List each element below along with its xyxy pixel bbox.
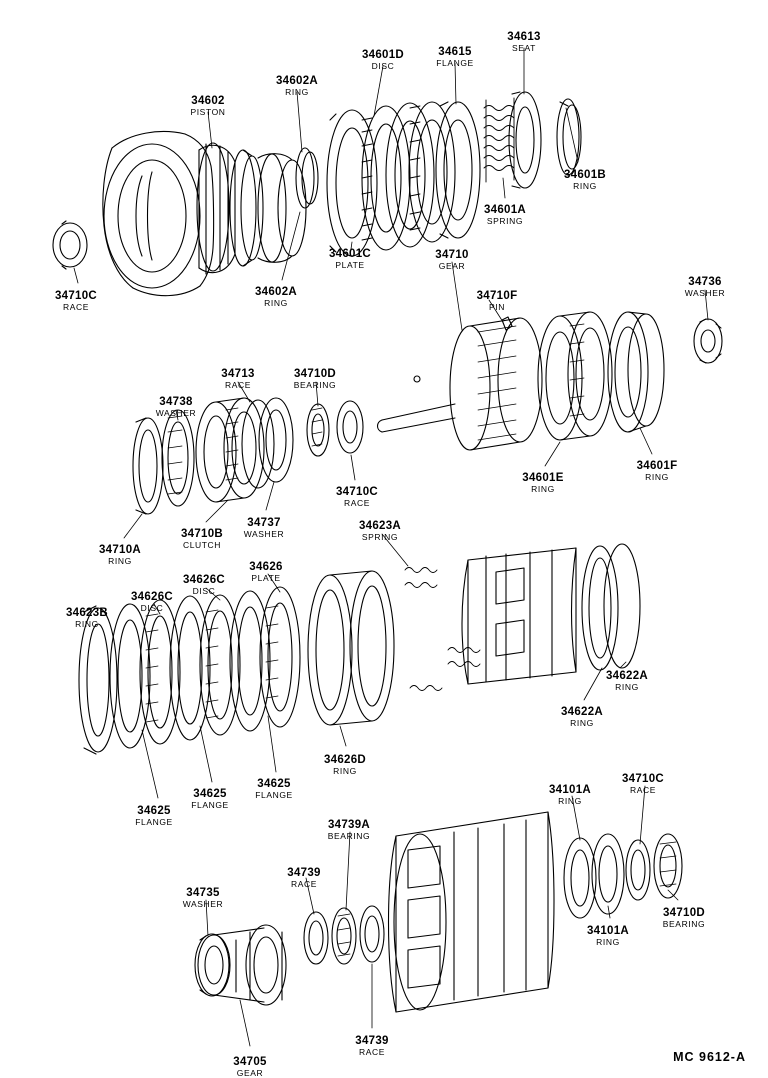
part-name: FLANGE: [436, 58, 474, 68]
part-34739A-bearing: [332, 908, 356, 964]
part-name: RING: [531, 484, 555, 494]
part-name: CLUTCH: [182, 540, 222, 550]
part-label-34615-3: [436, 47, 474, 69]
part-34625-flange-3: [230, 591, 270, 731]
part-label-34710a-21: [99, 545, 141, 567]
part-number: 34710C: [54, 290, 98, 302]
part-name: WASHER: [155, 408, 197, 418]
part-34615-flange: [436, 102, 480, 238]
part-34622A-ring-1: [582, 546, 618, 670]
part-34626C-disc-1: [140, 600, 180, 744]
part-name: RACE: [224, 380, 252, 390]
part-label-34710b-20: [181, 529, 223, 551]
part-34710C-race-mid: [337, 401, 363, 453]
part-name: RACE: [343, 498, 371, 508]
part-number: 34602A: [254, 286, 298, 298]
part-number: 34626C: [182, 574, 226, 586]
part-name: RING: [615, 682, 639, 692]
part-number: 34622A: [560, 706, 604, 718]
part-number: 34615: [438, 46, 472, 58]
part-name: PIN: [489, 302, 505, 312]
part-name: RING: [645, 472, 669, 482]
part-34601B-ring: [557, 99, 581, 175]
part-name: RING: [75, 619, 99, 629]
part-name: RING: [285, 87, 309, 97]
part-name: RACE: [290, 879, 318, 889]
part-number: 34625: [257, 778, 291, 790]
part-34710F-pin: [414, 317, 512, 382]
part-number: 34626D: [323, 754, 367, 766]
part-label-34602a-1: [276, 76, 318, 98]
part-label-34601b-5: [564, 170, 606, 192]
part-34705-gear: [198, 925, 286, 1005]
part-number: 34601F: [636, 460, 678, 472]
part-name: WASHER: [684, 288, 726, 298]
part-name: RACE: [358, 1047, 386, 1057]
part-34710D-bearing-mid: [307, 404, 329, 456]
part-name: BEARING: [662, 919, 706, 929]
part-34625-flange-2: [170, 596, 210, 740]
part-number: 34602: [191, 95, 225, 107]
part-number: 34601A: [483, 204, 527, 216]
part-label-34101a-33: [549, 785, 591, 807]
part-label-34613-4: [507, 32, 540, 54]
part-number: 34710D: [662, 907, 706, 919]
part-label-34622a-27: [606, 671, 648, 693]
part-name: GEAR: [236, 1068, 264, 1078]
part-name: RING: [333, 766, 357, 776]
part-34738-washer: [162, 410, 194, 506]
part-34602A-ring-right: [296, 148, 318, 208]
part-number: 34626: [249, 561, 283, 573]
part-label-34710-10: [435, 250, 468, 272]
part-name: DISC: [140, 603, 164, 613]
part-name: PLATE: [251, 573, 281, 583]
part-label-34601c-7: [329, 249, 371, 271]
part-label-34601f-13: [637, 461, 678, 483]
part-34626D-ring: [308, 571, 394, 725]
part-number: 34601B: [563, 169, 607, 181]
part-34101A-ring-2: [592, 834, 624, 914]
part-name: FLANGE: [255, 790, 293, 800]
part-label-34625-30: [255, 779, 293, 801]
part-label-34626c-25: [131, 592, 173, 614]
part-number: 34710B: [180, 528, 224, 540]
part-number: 34101A: [586, 925, 630, 937]
part-34622A-ring-2: [604, 544, 640, 668]
part-number: 34737: [247, 517, 281, 529]
part-name: FLANGE: [135, 817, 173, 827]
part-label-34602-0: [190, 96, 225, 118]
part-number: 34739: [355, 1035, 389, 1047]
part-number: 34623A: [358, 520, 402, 532]
part-label-34710c-34: [622, 774, 664, 796]
part-34710C-race-top: [53, 221, 87, 269]
part-34736-washer: [694, 319, 722, 363]
part-34739-race-1: [304, 912, 328, 964]
part-34601E-ring: [538, 312, 612, 440]
diagram-footer-code: MC 9612-A: [673, 1050, 746, 1064]
part-label-34735-39: [183, 888, 224, 910]
part-number: 34739: [287, 867, 321, 879]
part-34625-flange-1: [110, 604, 150, 748]
part-name: RING: [108, 556, 132, 566]
part-number: 34738: [159, 396, 193, 408]
part-name: RACE: [62, 302, 90, 312]
part-name: PLATE: [335, 260, 365, 270]
part-number: 34622A: [605, 670, 649, 682]
part-name: PISTON: [190, 107, 226, 117]
part-number: 34705: [233, 1056, 267, 1068]
part-label-34626c-24: [183, 575, 225, 597]
part-34626C-disc-2: [200, 595, 240, 735]
part-output-drum: [389, 812, 555, 1012]
part-label-34625-32: [135, 806, 173, 828]
part-34710A-ring: [133, 418, 163, 514]
part-number: 34713: [221, 368, 255, 380]
part-label-34626d-29: [324, 755, 366, 777]
part-34601C-plate: [327, 110, 377, 256]
part-label-34622a-28: [561, 707, 603, 729]
part-label-34705-41: [233, 1057, 266, 1078]
part-label-34713-15: [221, 369, 254, 391]
part-name: WASHER: [243, 529, 285, 539]
part-name: GEAR: [438, 261, 466, 271]
part-label-34623a-22: [359, 521, 401, 543]
part-number: 34602A: [275, 75, 319, 87]
part-number: 34735: [186, 887, 220, 899]
part-label-34601d-2: [362, 50, 404, 72]
part-label-34710d-16: [294, 369, 336, 391]
part-name: RING: [596, 937, 620, 947]
part-34602-piston: [103, 132, 235, 296]
part-label-34710c-9: [55, 291, 97, 313]
part-number: 34710D: [293, 368, 337, 380]
part-34739-race-2: [360, 906, 384, 962]
part-number: 34601E: [522, 472, 564, 484]
part-number: 34736: [688, 276, 722, 288]
part-number: 34710C: [621, 773, 665, 785]
part-34101A-ring-1: [564, 838, 596, 918]
part-label-34623b-26: [66, 608, 108, 630]
part-name: RING: [264, 298, 288, 308]
part-label-34736-12: [685, 277, 726, 299]
part-number: 34601C: [328, 248, 372, 260]
part-label-34626-23: [249, 562, 282, 584]
part-name: RING: [570, 718, 594, 728]
part-number: 34710: [435, 249, 469, 261]
part-name: WASHER: [182, 899, 224, 909]
part-brake-housing: [462, 548, 576, 684]
part-label-34737-19: [244, 518, 285, 540]
part-name: DISC: [371, 61, 395, 71]
part-name: BEARING: [293, 380, 337, 390]
part-name: SPRING: [486, 216, 524, 226]
part-name: FLANGE: [191, 800, 229, 810]
part-label-34625-31: [191, 789, 229, 811]
part-number: 34101A: [548, 784, 592, 796]
part-number: 34613: [507, 31, 541, 43]
part-name: RING: [558, 796, 582, 806]
part-name: BEARING: [327, 831, 371, 841]
part-34601F-ring: [608, 312, 664, 432]
part-label-34739-40: [355, 1036, 388, 1058]
part-label-34739a-37: [328, 820, 370, 842]
part-label-34601a-6: [484, 205, 526, 227]
part-number: 34710F: [476, 290, 518, 302]
part-34623A-spring: [405, 568, 480, 691]
part-34710C-race-bottom: [626, 840, 650, 900]
part-name: SEAT: [512, 43, 536, 53]
part-label-34738-17: [156, 397, 197, 419]
part-name: SPRING: [361, 532, 399, 542]
part-name: DISC: [192, 586, 216, 596]
part-label-34710f-11: [477, 291, 518, 313]
part-number: 34601D: [361, 49, 405, 61]
part-number: 34710A: [98, 544, 142, 556]
part-name: RING: [573, 181, 597, 191]
part-label-34710d-35: [663, 908, 705, 930]
part-34710-gear-shaft: [378, 318, 543, 450]
part-number: 34739A: [327, 819, 371, 831]
part-label-34602a-8: [255, 287, 297, 309]
part-34710D-bearing-bottom: [654, 834, 682, 898]
part-number: 34710C: [335, 486, 379, 498]
part-label-34710c-18: [336, 487, 378, 509]
part-name: RACE: [629, 785, 657, 795]
part-number: 34626C: [130, 591, 174, 603]
part-piston-collar: [258, 154, 306, 263]
part-34735-washer: [195, 934, 229, 996]
part-label-34601e-14: [522, 473, 563, 495]
part-number: 34625: [137, 805, 171, 817]
part-label-34739-38: [287, 868, 320, 890]
part-number: 34623B: [65, 607, 109, 619]
part-label-34101a-36: [587, 926, 629, 948]
part-number: 34625: [193, 788, 227, 800]
